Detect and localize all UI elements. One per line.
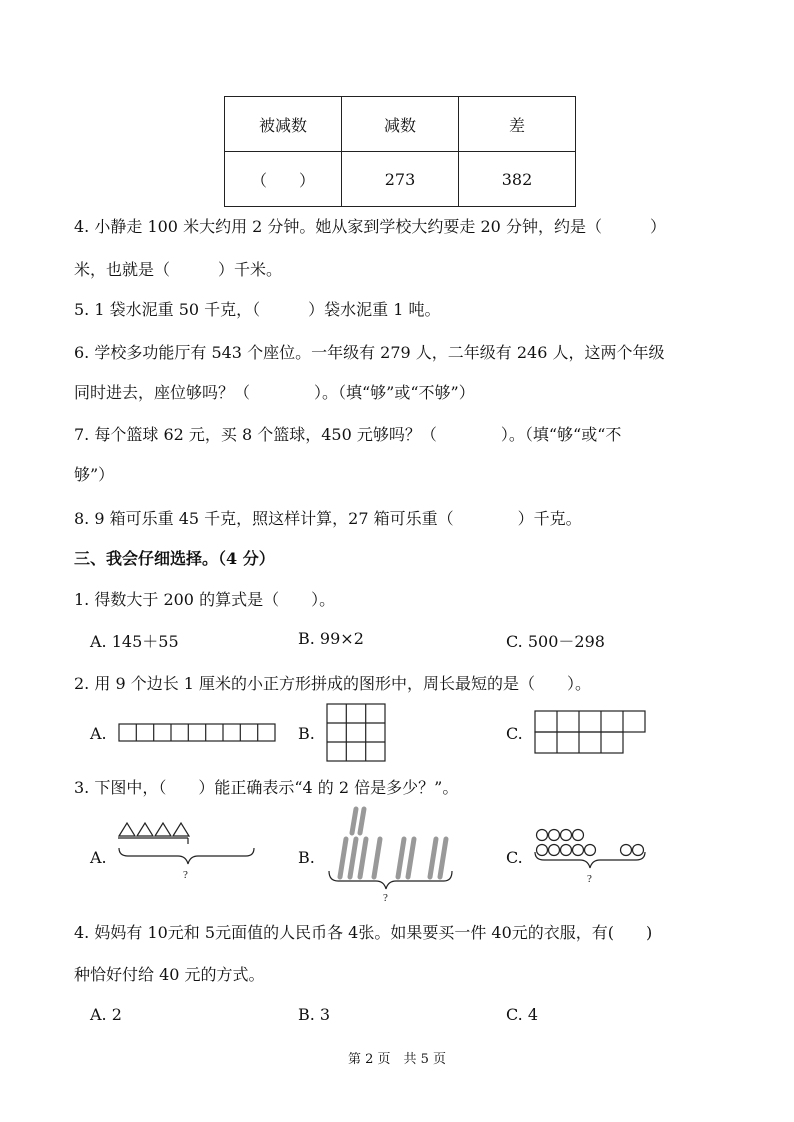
c4-option-c[interactable]: C. 4: [506, 1005, 539, 1024]
table-header-row: [225, 97, 576, 152]
triangles-brace-figure: [116, 818, 258, 880]
q6-line1: 6. 学校多功能厅有 543 个座位。一年级有 279 人，二年级有 246 人，这两个年级: [74, 343, 665, 362]
c4-option-b[interactable]: B. 3: [298, 1005, 331, 1024]
c1-option-c[interactable]: C. 500－298: [506, 632, 605, 651]
c3-option-a[interactable]: A.: [90, 848, 107, 867]
section-3-title: 三、我会仔细选择。（4 分）: [74, 549, 275, 568]
grid-3x3-figure: [326, 703, 388, 763]
q6-line2: 同时进去，座位够吗？（ ）。（填“够”或“不够”）: [74, 383, 475, 402]
q4-line1: 4. 小静走 100 米大约用 2 分钟。她从家到学校大约要走 20 分钟，约是（ ）: [74, 217, 666, 236]
sticks-brace-figure: [326, 805, 466, 905]
q5: 5. 1 袋水泥重 50 千克，（ ）袋水泥重 1 吨。: [74, 300, 441, 319]
staircase-shape-figure: [534, 710, 648, 756]
q7-line2: 够”）: [74, 465, 115, 484]
c3-option-c[interactable]: C.: [506, 848, 523, 867]
header-minuend: 被减数: [225, 97, 342, 152]
c2-option-a[interactable]: A.: [90, 724, 107, 743]
cell-subtrahend: 273: [342, 152, 459, 207]
c4-option-a[interactable]: A. 2: [90, 1005, 122, 1024]
c1-stem: 1. 得数大于 200 的算式是（ ）。: [74, 590, 336, 609]
c3b-question-mark: ?: [383, 892, 388, 904]
c1-option-b[interactable]: B. 99×2: [298, 629, 364, 648]
header-difference: 差: [459, 97, 576, 152]
c3c-question-mark: ?: [587, 873, 592, 885]
q8: 8. 9 箱可乐重 45 千克，照这样计算，27 箱可乐重（ ）千克。: [74, 509, 582, 528]
c3a-question-mark: ?: [183, 869, 188, 880]
cell-difference: 382: [459, 152, 576, 207]
c4-line1: 4. 妈妈有 10元和 5元面值的人民币各 4张。如果要买一件 40元的衣服，有( ): [74, 923, 653, 942]
c2-option-b[interactable]: B.: [298, 724, 315, 743]
subtraction-table: [224, 96, 576, 207]
c3-option-b[interactable]: B.: [298, 848, 315, 867]
c1-option-a[interactable]: A. 145＋55: [90, 632, 179, 651]
page-footer: 第 2 页 共 5 页: [347, 1052, 447, 1067]
c2-stem: 2. 用 9 个边长 1 厘米的小正方形拼成的图形中，周长最短的是（ ）。: [74, 674, 592, 693]
q7-line1: 7. 每个篮球 62 元，买 8 个篮球，450 元够吗？（ ）。（填“够“或“不: [74, 425, 622, 444]
strip-1x9-figure: [118, 722, 278, 744]
c2-option-c[interactable]: C.: [506, 724, 523, 743]
cell-minuend-blank[interactable]: （ ）: [225, 152, 342, 207]
c4-line2: 种恰好付给 40 元的方式。: [74, 965, 265, 984]
table-row: [225, 152, 576, 207]
header-subtrahend: 减数: [342, 97, 459, 152]
q4-line2: 米，也就是（ ）千米。: [74, 260, 283, 279]
circles-brace-figure: [532, 826, 652, 888]
c3-stem: 3. 下图中，（ ）能正确表示“4 的 2 倍是多少？”。: [74, 778, 459, 797]
